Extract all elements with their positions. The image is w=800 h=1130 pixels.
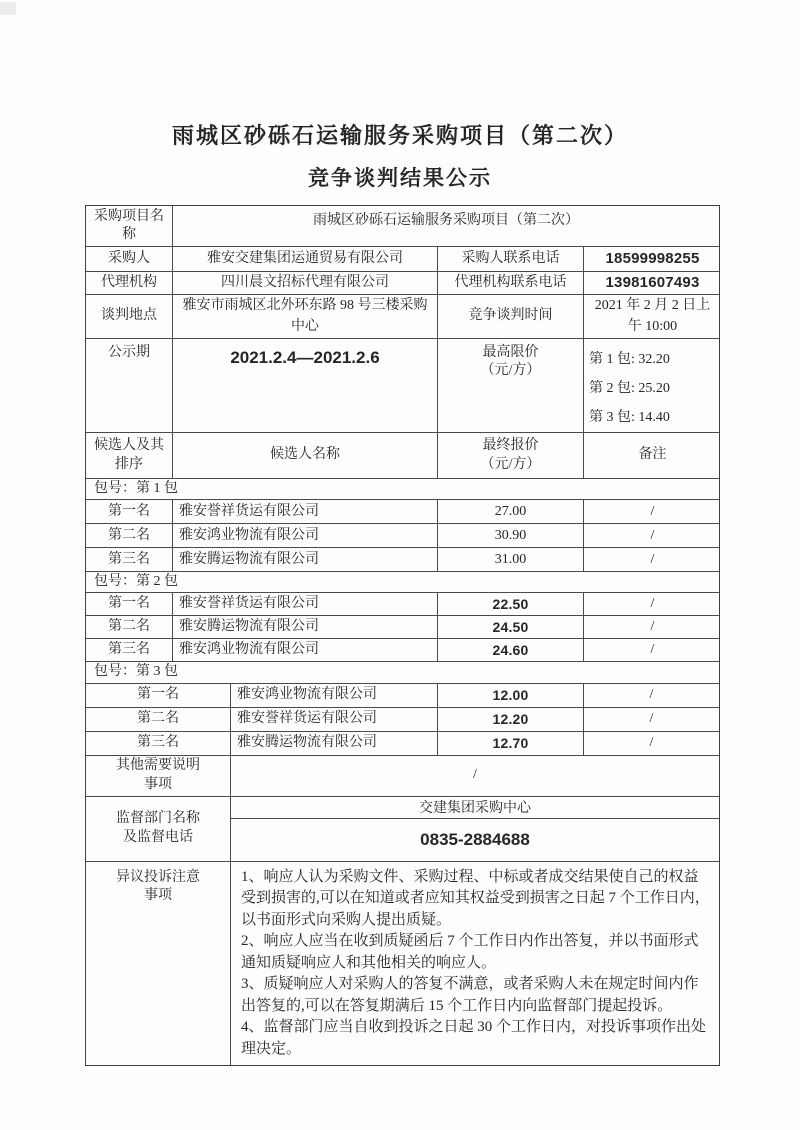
company-cell: 雅安腾运物流有限公司	[173, 616, 438, 638]
rank-cell: 第二名	[86, 708, 231, 731]
rank-cell: 第一名	[86, 593, 173, 615]
venue-value: 雅安市雨城区北外环东路 98 号三楼采购中心	[173, 295, 438, 338]
price-cell: 24.60	[438, 639, 584, 661]
price-cell: 24.50	[438, 616, 584, 638]
remark-cell: /	[650, 619, 655, 635]
table-row	[86, 524, 719, 548]
table-row	[86, 616, 719, 639]
table-row	[86, 548, 719, 572]
remark-cell: /	[649, 734, 654, 750]
row-purchaser	[86, 247, 719, 272]
venue-label: 谈判地点	[86, 295, 173, 338]
price-cell: 30.90	[438, 524, 584, 547]
negotiation-time-value: 2021 年 2 月 2 日上午 10:00	[594, 298, 711, 334]
price-column-header: 最终报价 （元/方）	[438, 433, 584, 478]
remark-column-header: 备注	[638, 447, 667, 463]
supervision-dept-name: 交建集团采购中心	[231, 797, 719, 819]
complaint-item: 4、监督部门应当自收到投诉之日起 30 个工作日内，对投诉事项作出处理决定。	[241, 1019, 707, 1057]
row-supervision	[86, 797, 719, 862]
row-complaint-notice	[86, 862, 719, 1066]
rank-cell: 第三名	[86, 732, 231, 755]
company-cell: 雅安誉祥货运有限公司	[173, 500, 438, 523]
max-price-pkg3: 第 3 包: 14.40	[589, 410, 670, 425]
agency-value: 四川晨文招标代理有限公司	[173, 272, 438, 294]
rank-cell: 第一名	[86, 500, 173, 523]
complaint-text	[231, 862, 719, 1066]
max-price-values	[584, 339, 721, 432]
rank-cell: 第二名	[86, 616, 173, 638]
remark-cell: /	[649, 710, 654, 726]
result-table	[85, 205, 720, 1066]
purchaser-label: 采购人	[86, 247, 173, 271]
remark-cell: /	[649, 686, 654, 702]
row-project-name	[86, 206, 719, 247]
company-cell: 雅安腾运物流有限公司	[173, 548, 438, 571]
row-publicity	[86, 339, 719, 433]
candidate-column-header: 候选人名称	[173, 433, 438, 478]
table-row	[86, 732, 719, 756]
complaint-item: 1、响应人认为采购文件、采购过程、中标或者成交结果使自己的权益受到损害的,可以在知道或者应知其权益受到损害之日起 7 个工作日内，以书面形式向采购人提出质疑。	[241, 868, 710, 928]
package3-title-row	[86, 662, 719, 683]
remark-cell: /	[650, 503, 655, 519]
package1-title-row	[86, 479, 719, 500]
other-notes-value: /	[473, 767, 477, 783]
purchaser-phone-value: 18599998255	[605, 250, 700, 268]
row-venue	[86, 295, 719, 339]
rank-cell: 第二名	[86, 524, 173, 547]
page-subtitle: 竞争谈判结果公示	[308, 166, 492, 190]
table-row	[86, 639, 719, 662]
remark-cell: /	[650, 642, 655, 658]
price-cell: 22.50	[438, 593, 584, 615]
price-cell: 27.00	[438, 500, 584, 523]
other-notes-label: 其他需要说明事项	[86, 756, 231, 796]
rank-cell: 第一名	[86, 684, 231, 707]
agency-label: 代理机构	[86, 272, 173, 294]
scan-artifact	[0, 2, 16, 15]
row-other-notes	[86, 756, 719, 797]
price-cell: 12.20	[438, 708, 584, 731]
max-price-pkg1: 第 1 包: 32.20	[589, 352, 670, 367]
max-price-label: 最高限价 （元/方）	[438, 339, 584, 432]
company-cell: 雅安誉祥货运有限公司	[173, 593, 438, 615]
rank-column-header: 候选人及其排序	[86, 433, 173, 478]
supervision-phone: 0835-2884688	[420, 829, 530, 849]
price-cell: 31.00	[438, 548, 584, 571]
complaint-item: 3、质疑响应人对采购人的答复不满意，或者采购人未在规定时间内作出答复的,可以在答复期满后 15 个工作日内向监督部门提起投诉。	[241, 976, 699, 1014]
project-name-label: 采购项目名称	[86, 206, 173, 246]
package2-title: 包号：第 2 包	[94, 574, 178, 590]
page-title: 雨城区砂砾石运输服务采购项目（第二次）	[171, 123, 628, 148]
row-candidates-header	[86, 433, 719, 479]
remark-cell: /	[650, 551, 655, 567]
purchaser-value: 雅安交建集团运通贸易有限公司	[173, 247, 438, 271]
agency-phone-value: 13981607493	[605, 274, 700, 292]
company-cell: 雅安鸿业物流有限公司	[173, 639, 438, 661]
complaint-item: 2、响应人应当在收到质疑函后 7 个工作日内作出答复，并以书面形式通知质疑响应人和其他相关的响应人。	[241, 933, 699, 971]
rank-cell: 第三名	[86, 548, 173, 571]
publicity-label: 公示期	[86, 339, 173, 432]
remark-cell: /	[650, 527, 655, 543]
table-row	[86, 593, 719, 616]
publicity-value: 2021.2.4—2021.2.6	[173, 339, 438, 432]
max-price-pkg2: 第 2 包: 25.20	[589, 381, 670, 396]
company-cell: 雅安誉祥货运有限公司	[231, 708, 438, 731]
table-row	[86, 684, 719, 708]
price-cell: 12.70	[438, 732, 584, 755]
supervision-label: 监督部门名称及监督电话	[86, 797, 231, 861]
table-row	[86, 500, 719, 524]
project-name-value: 雨城区砂砾石运输服务采购项目（第二次）	[313, 213, 579, 228]
package2-title-row	[86, 572, 719, 593]
supervision-values	[231, 797, 719, 861]
company-cell: 雅安鸿业物流有限公司	[231, 684, 438, 707]
table-row	[86, 708, 719, 732]
document-header	[0, 0, 800, 191]
remark-cell: /	[650, 596, 655, 612]
package1-title: 包号：第 1 包	[94, 481, 178, 496]
rank-cell: 第三名	[86, 639, 173, 661]
complaint-label: 异议投诉注意事项	[86, 862, 231, 1066]
purchaser-phone-label: 采购人联系电话	[438, 247, 584, 271]
package3-title: 包号：第 3 包	[94, 664, 178, 680]
company-cell: 雅安鸿业物流有限公司	[173, 524, 438, 547]
row-agency	[86, 272, 719, 295]
company-cell: 雅安腾运物流有限公司	[231, 732, 438, 755]
agency-phone-label: 代理机构联系电话	[438, 272, 584, 294]
negotiation-time-label: 竞争谈判时间	[438, 295, 584, 338]
price-cell: 12.00	[438, 684, 584, 707]
